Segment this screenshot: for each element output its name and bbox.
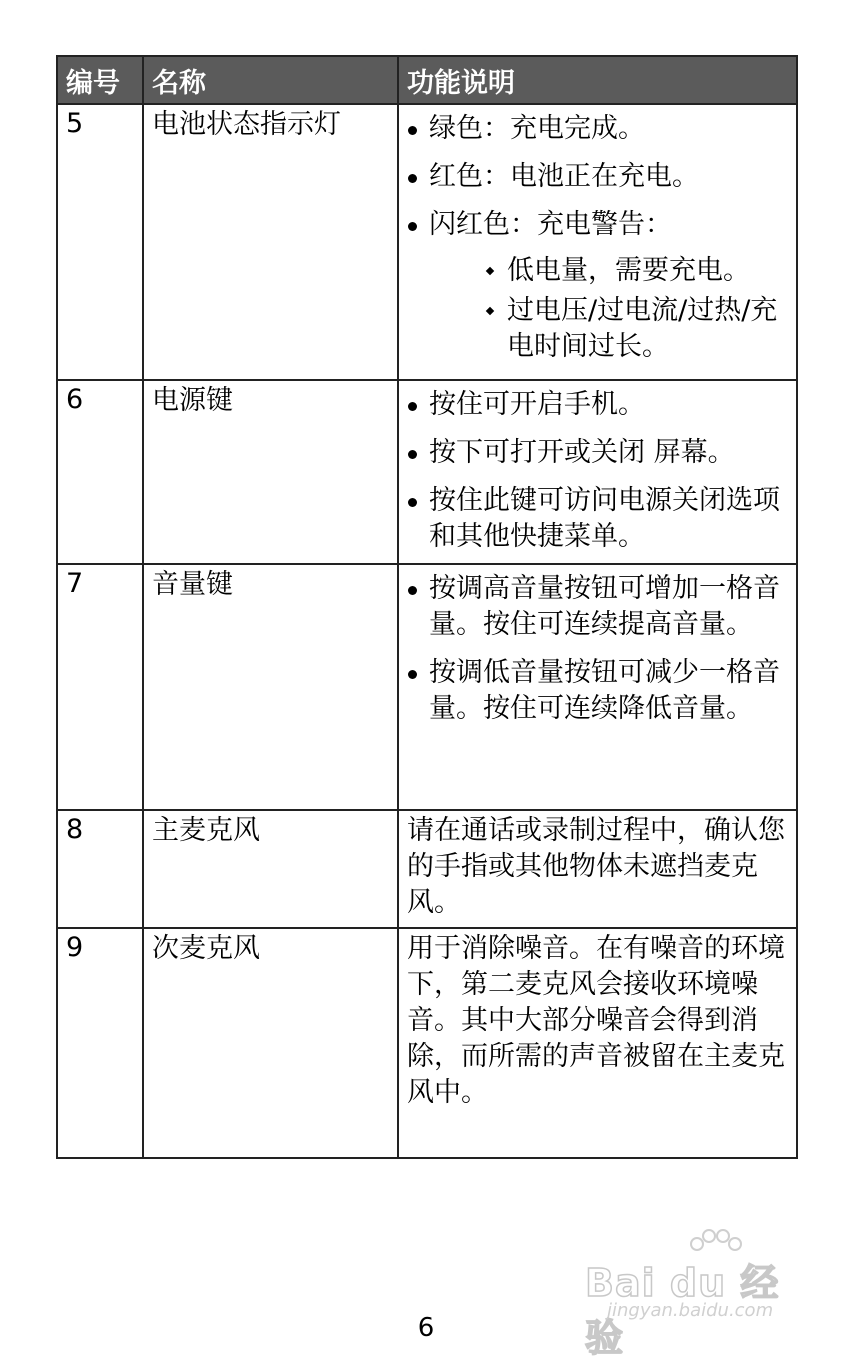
row-number: 6 bbox=[57, 380, 143, 564]
table-row bbox=[57, 564, 797, 810]
page-number: 6 bbox=[417, 1313, 435, 1343]
bullet-dot-icon bbox=[408, 126, 417, 135]
row-name: 电源键 bbox=[143, 380, 398, 564]
table-row bbox=[57, 928, 797, 1158]
diamond-bullet-icon bbox=[486, 267, 494, 275]
row-function bbox=[398, 380, 797, 564]
bullet-dot-icon bbox=[408, 498, 417, 507]
table-row bbox=[57, 104, 797, 380]
bullet-dot-icon bbox=[408, 222, 417, 231]
sub-bullet-item: 过电压/过电流/过热/充电时间过长。 bbox=[485, 293, 788, 365]
watermark-url: jingyan.baidu.com bbox=[607, 1300, 774, 1321]
row-function bbox=[398, 104, 797, 380]
bullet-dot-icon bbox=[408, 174, 417, 183]
row-number: 7 bbox=[57, 564, 143, 810]
row-name: 次麦克风 bbox=[143, 928, 398, 1158]
header-number: 编号 bbox=[57, 56, 143, 104]
bullet-item: 闪红色：充电警告： 低电量，需要充电。 过电压/过电流/过热/充电时间过长。 bbox=[407, 207, 788, 365]
row-function: 请在通话或录制过程中，确认您的手指或其他物体未遮挡麦克风。 bbox=[398, 810, 797, 928]
bullet-dot-icon bbox=[408, 670, 417, 679]
row-name: 音量键 bbox=[143, 564, 398, 810]
bullet-item: 绿色：充电完成。 bbox=[407, 111, 788, 147]
row-number: 9 bbox=[57, 928, 143, 1158]
row-function bbox=[398, 564, 797, 810]
row-function: 用于消除噪音。在有噪音的环境下，第二麦克风会接收环境噪音。其中大部分噪音会得到消除，而所需的声音被留在主麦克风中。 bbox=[398, 928, 797, 1158]
row-number: 5 bbox=[57, 104, 143, 380]
bullet-item: 按住可开启手机。 bbox=[407, 387, 788, 423]
row-name: 电池状态指示灯 bbox=[143, 104, 398, 380]
bullet-dot-icon bbox=[408, 402, 417, 411]
table-header-row bbox=[57, 56, 797, 104]
row-number: 8 bbox=[57, 810, 143, 928]
table-row bbox=[57, 810, 797, 928]
bullet-item: 红色：电池正在充电。 bbox=[407, 159, 788, 195]
bullet-item: 按调高音量按钮可增加一格音量。按住可连续提高音量。 bbox=[407, 571, 788, 643]
table-row bbox=[57, 380, 797, 564]
header-function: 功能说明 bbox=[398, 56, 797, 104]
bullet-item: 按调低音量按钮可减少一格音量。按住可连续降低音量。 bbox=[407, 655, 788, 727]
bullet-dot-icon bbox=[408, 450, 417, 459]
sub-bullet-item: 低电量，需要充电。 bbox=[485, 253, 788, 289]
bullet-item: 按下可打开或关闭 屏幕。 bbox=[407, 435, 788, 471]
header-name: 名称 bbox=[143, 56, 398, 104]
bullet-item: 按住此键可访问电源关闭选项和其他快捷菜单。 bbox=[407, 483, 788, 555]
spec-table bbox=[56, 55, 798, 1159]
row-name: 主麦克风 bbox=[143, 810, 398, 928]
bullet-dot-icon bbox=[408, 586, 417, 595]
watermark-logo: Bai du 经验 bbox=[585, 1261, 780, 1360]
diamond-bullet-icon bbox=[486, 307, 494, 315]
